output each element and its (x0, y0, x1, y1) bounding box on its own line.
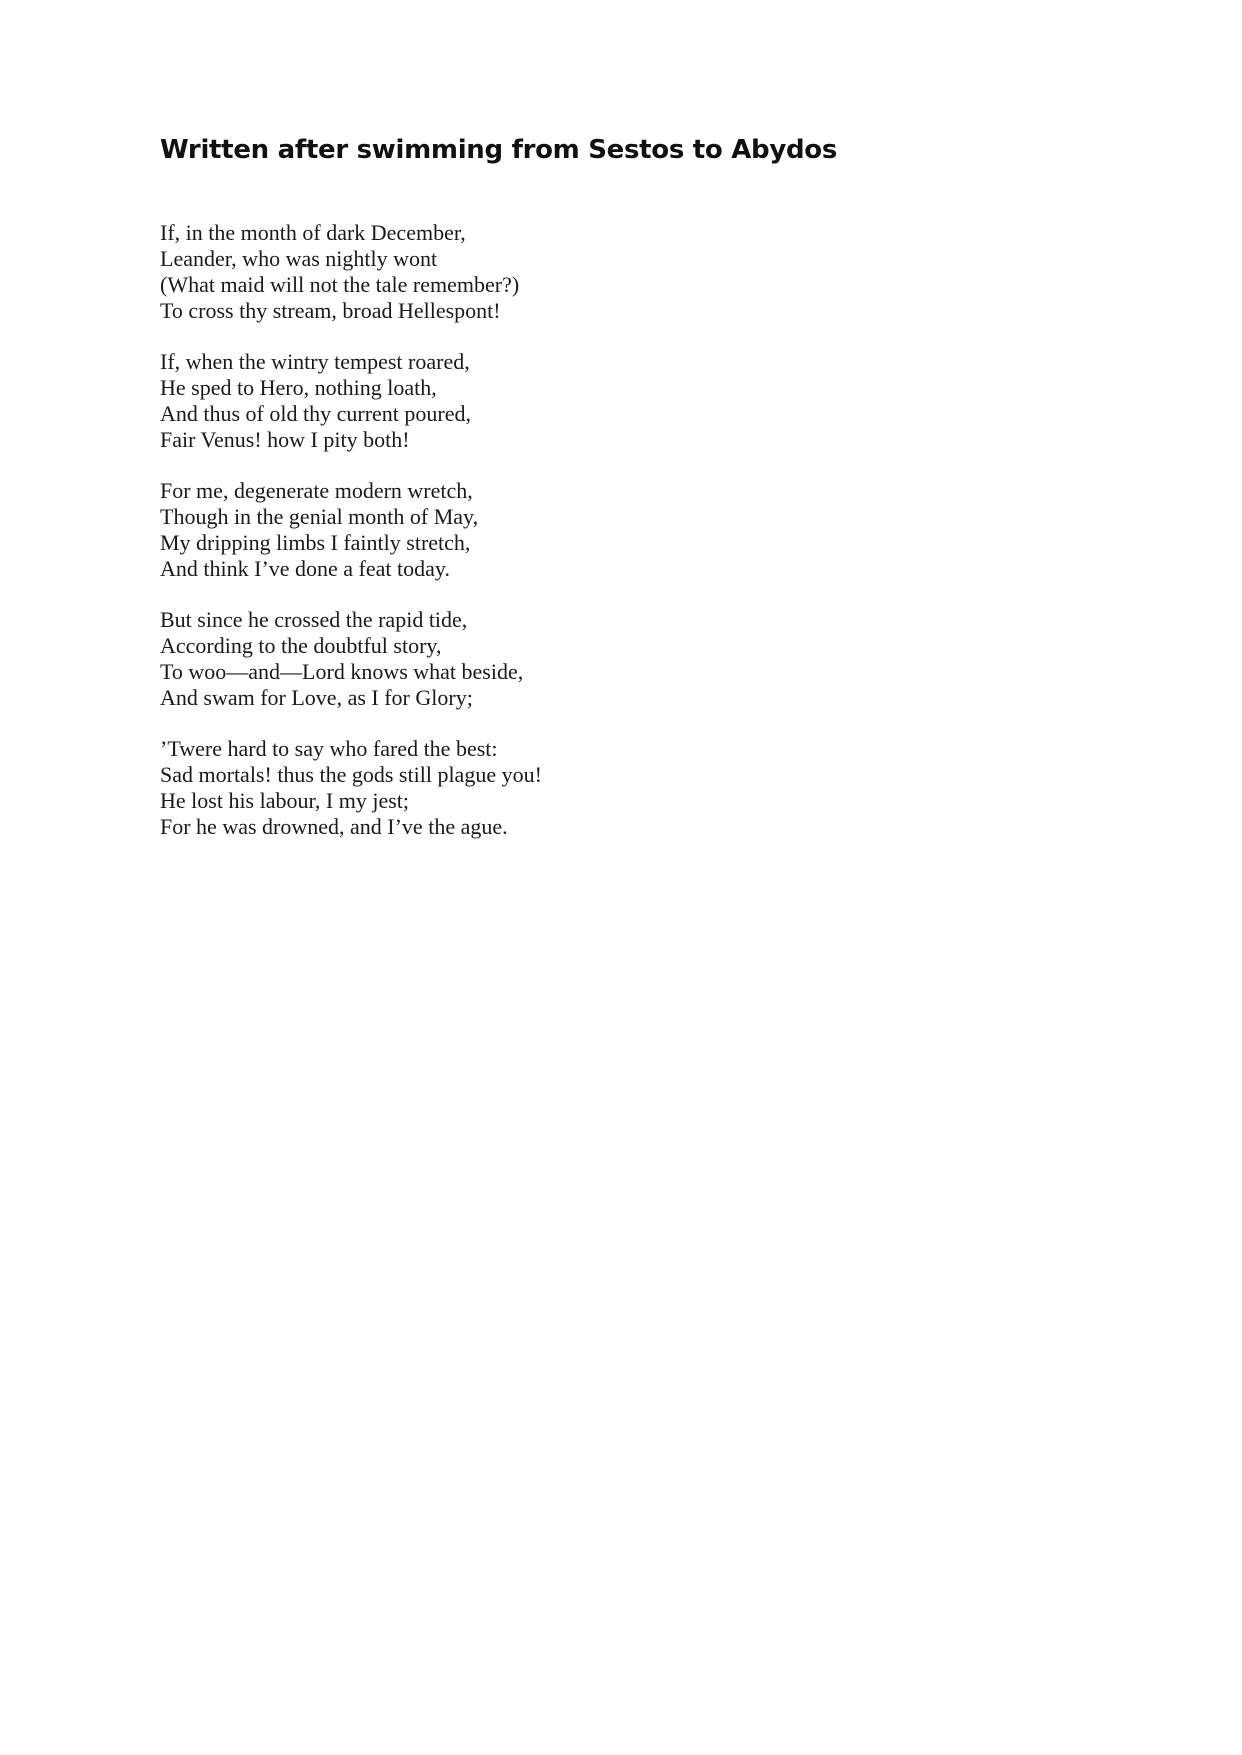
poem-line: For he was drowned, and I’ve the ague. (160, 814, 508, 839)
poem-line: And think I’ve done a feat today. (160, 556, 450, 581)
poem-line: He sped to Hero, nothing loath, (160, 375, 437, 400)
stanza-4 (160, 607, 960, 711)
stanza-5 (160, 736, 960, 840)
poem-line: Sad mortals! thus the gods still plague you! (160, 762, 542, 787)
stanza-2 (160, 349, 960, 453)
poem-line: Though in the genial month of May, (160, 504, 479, 529)
poem-line: And thus of old thy current poured, (160, 401, 471, 426)
poem-line: Leander, who was nightly wont (160, 246, 438, 271)
poem-line: To cross thy stream, broad Hellespont! (160, 298, 501, 323)
stanza-3 (160, 478, 960, 582)
poem-line: (What maid will not the tale remember?) (160, 272, 520, 297)
poem-line: According to the doubtful story, (160, 633, 442, 658)
page-title: Written after swimming from Sestos to Abydos (160, 135, 838, 165)
poem-line: If, when the wintry tempest roared, (160, 349, 470, 374)
poem-line: If, in the month of dark December, (160, 220, 466, 245)
poem-line: ’Twere hard to say who fared the best: (160, 736, 498, 761)
poem-line: He lost his labour, I my jest; (160, 788, 410, 813)
stanza-1 (160, 220, 960, 324)
poem-body (160, 220, 960, 865)
poem-line: And swam for Love, as I for Glory; (160, 685, 473, 710)
poem-line: My dripping limbs I faintly stretch, (160, 530, 471, 555)
poem-line: But since he crossed the rapid tide, (160, 607, 468, 632)
poem-line: To woo—and—Lord knows what beside, (160, 659, 524, 684)
poem-line: For me, degenerate modern wretch, (160, 478, 473, 503)
poem-line: Fair Venus! how I pity both! (160, 427, 410, 452)
